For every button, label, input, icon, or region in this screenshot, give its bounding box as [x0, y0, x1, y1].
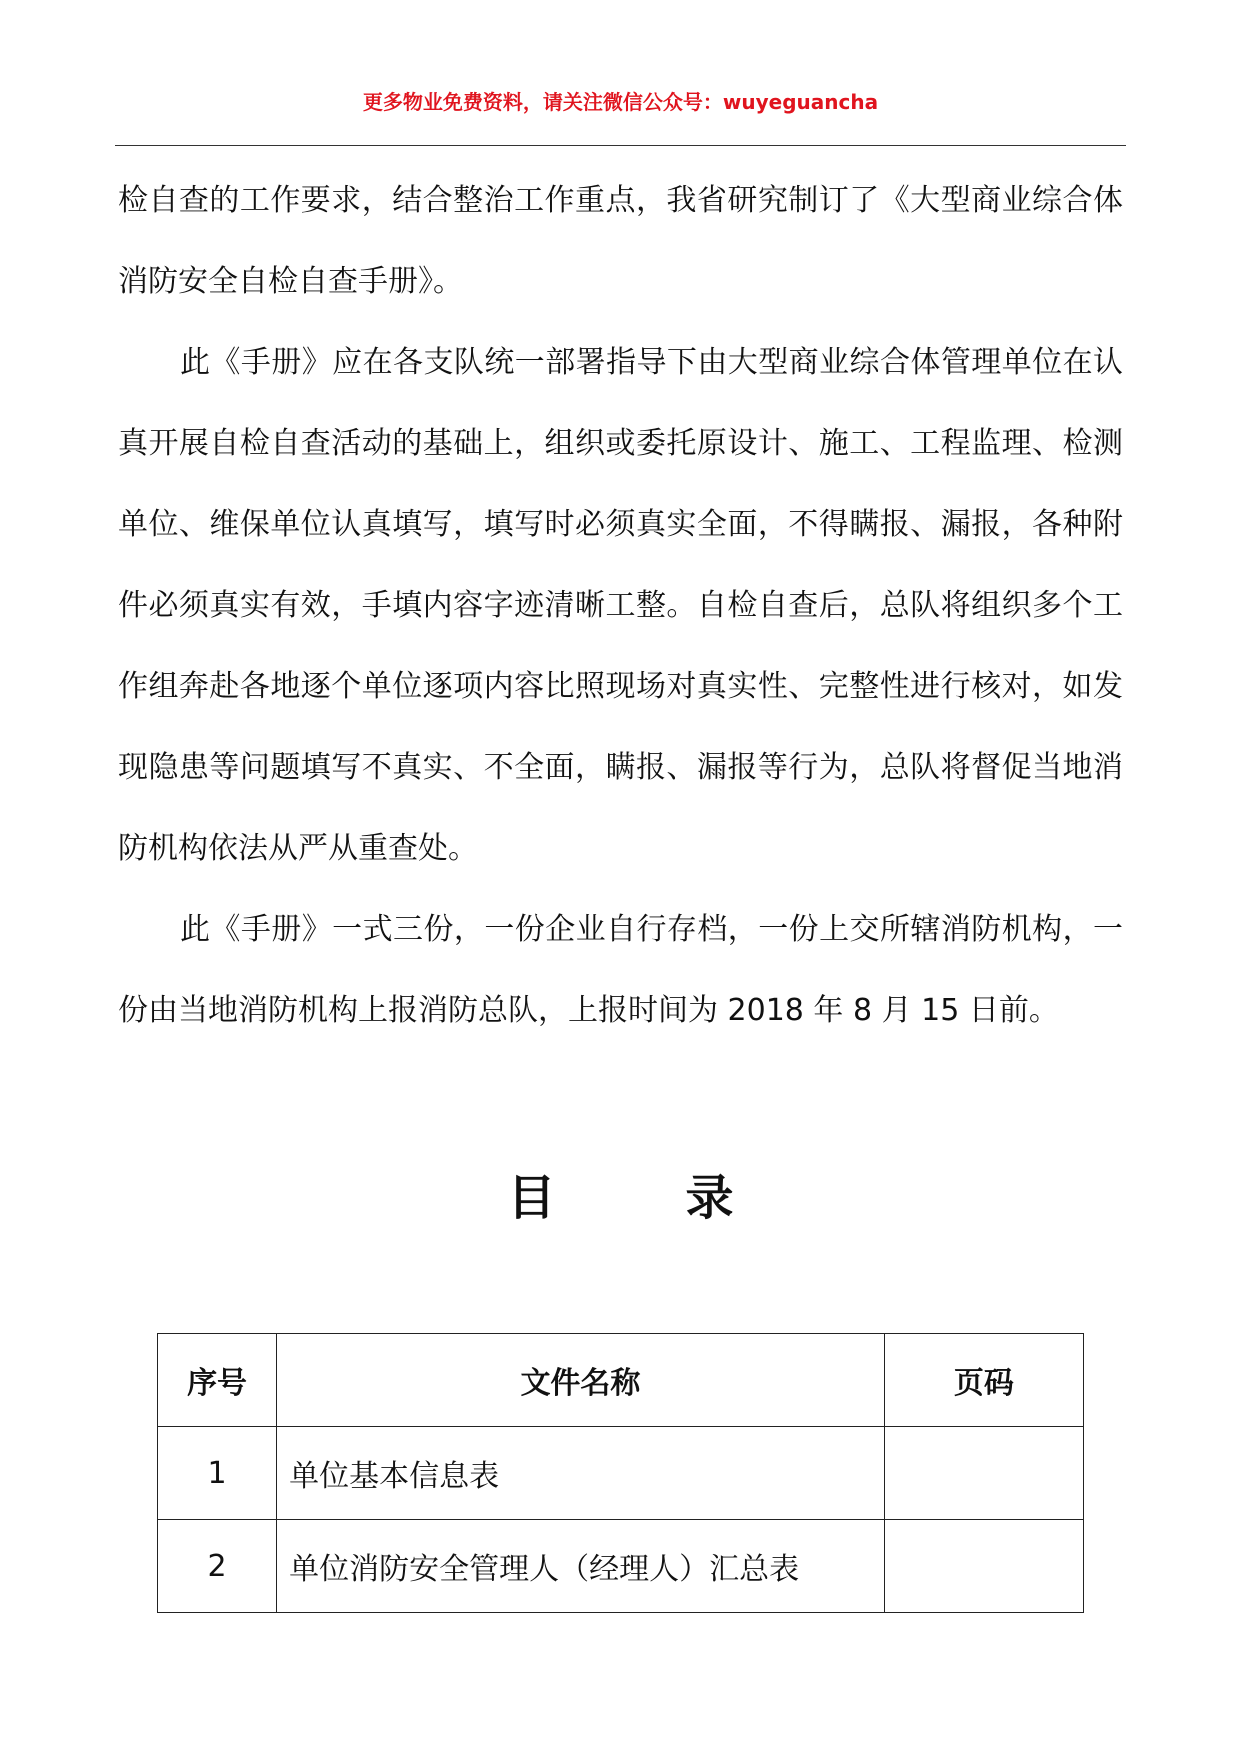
toc-cell-no: 2 [158, 1520, 277, 1613]
paragraph-manual-instructions: 此《手册》应在各支队统一部署指导下由大型商业综合体管理单位在认真开展自检自查活动的基础上，组织或委托原设计、施工、工程监理、检测单位、维保单位认真填写，填写时必须真实全面，不得瞒报、漏报，各种附件必须真实有效，手填内容字迹清晰工整。自检自查后，总队将组织多个工作组奔赴各地逐个单位逐项内容比照现场对真实性、完整性进行核对，如发现隐患等问题填写不真实、不全面，瞒报、漏报等行为，总队将督促当地消防机构依法从严从重查处。 [118, 345, 1123, 866]
body-text [118, 160, 1123, 1051]
toc-cell-page [884, 1427, 1083, 1520]
paragraph-continuation: 检自查的工作要求，结合整治工作重点，我省研究制订了《大型商业综合体消防安全自检自查手册》。 [118, 183, 1123, 299]
toc-header-name: 文件名称 [277, 1334, 885, 1427]
toc-header-no: 序号 [158, 1334, 277, 1427]
toc-table [157, 1333, 1084, 1613]
header-note: 更多物业免费资料，请关注微信公众号：wuyeguancha [362, 90, 879, 114]
toc-cell-page [884, 1520, 1083, 1613]
toc-title: 目录 [507, 1170, 864, 1226]
toc-header-row [158, 1334, 1084, 1427]
toc-cell-name: 单位消防安全管理人（经理人）汇总表 [277, 1520, 885, 1613]
table-row [158, 1520, 1084, 1613]
toc-cell-name: 单位基本信息表 [277, 1427, 885, 1520]
header-divider [115, 145, 1126, 146]
toc-cell-no: 1 [158, 1427, 277, 1520]
table-row [158, 1427, 1084, 1520]
paragraph-manual-copies: 此《手册》一式三份，一份企业自行存档，一份上交所辖消防机构，一份由当地消防机构上报消防总队，上报时间为 2018 年 8 月 15 日前。 [118, 912, 1123, 1028]
toc-header-page: 页码 [884, 1334, 1083, 1427]
